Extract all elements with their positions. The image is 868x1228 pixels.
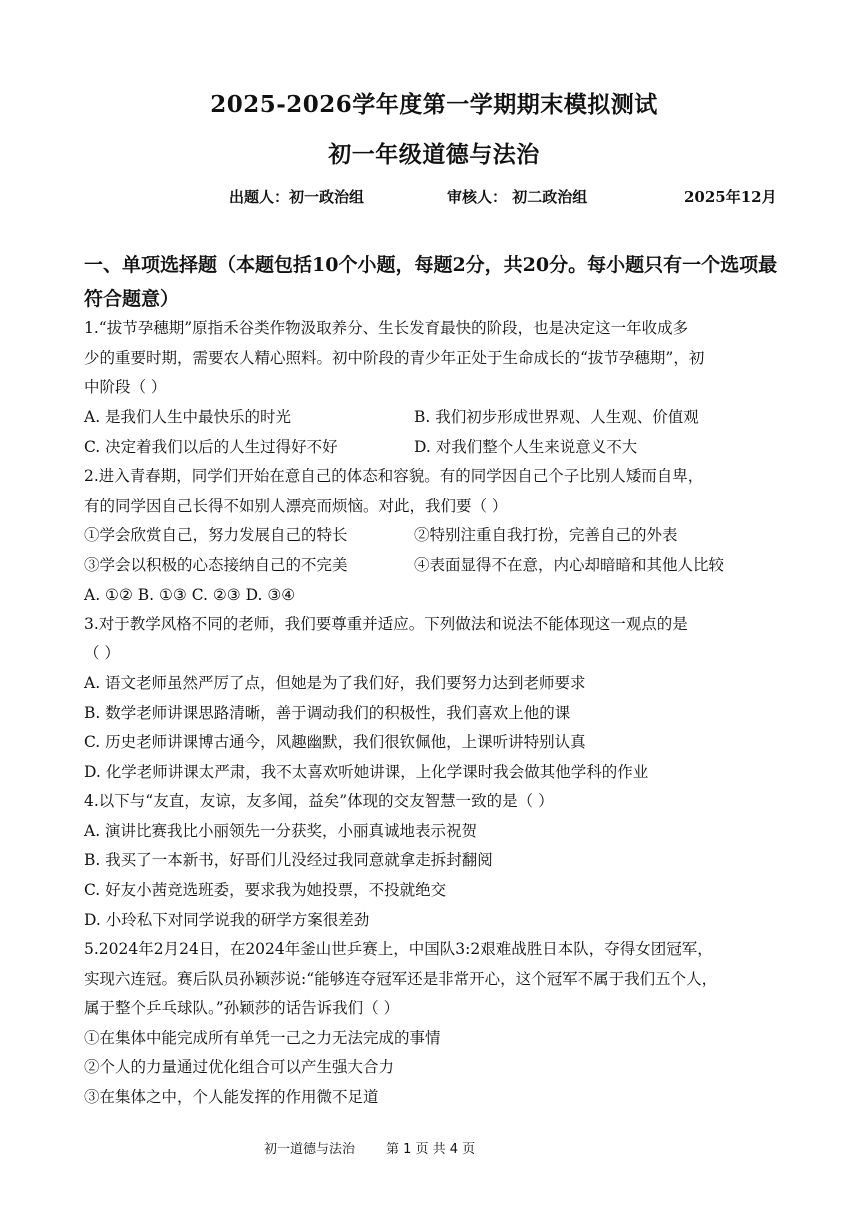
question-5-statement-3: ③在集体之中，个人能发挥的作用微不足道	[84, 1088, 379, 1106]
question-3-option-a: A. 语文老师虽然严厉了点，但她是为了我们好，我们要努力达到老师要求	[84, 674, 586, 692]
question-3-option-b: B. 数学老师讲课思路清晰，善于调动我们的积极性，我们喜欢上他的课	[84, 704, 571, 722]
question-5-statement-2: ②个人的力量通过优化组合可以产生强大合力	[84, 1058, 395, 1076]
question-5-stem-line-2: 实现六连冠。赛后队员孙颖莎说:“能够连夺冠军还是非常开心，这个冠军不属于我们五个人，	[84, 970, 718, 988]
section-heading: 一、单项选择题（本题包括10个小题，每题2分，共20分。每小题只有一个选项最符合题意）	[84, 254, 778, 310]
question-5-statement-1: ①在集体中能完成所有单凭一己之力无法完成的事情	[84, 1029, 441, 1047]
question-1-stem-line-2: 少的重要时期，需要农人精心照料。初中阶段的青少年正处于生命成长的“拔节孕穗期”，初	[84, 349, 705, 367]
question-1-stem-line-1: 1.“拔节孕穗期”原指禾谷类作物汲取养分、生长发育最快的阶段，也是决定这一年收成多	[84, 319, 689, 337]
exam-date: 2025年12月	[684, 188, 777, 206]
question-1-option-d: D. 对我们整个人生来说意义不大	[414, 438, 638, 456]
question-1-stem-line-3: 中阶段（ ）	[84, 378, 167, 396]
question-2-statement-2: ②特别注重自我打扮，完善自己的外表	[414, 526, 678, 544]
footer-page-number: 第 1 页 共 4 页	[386, 1142, 476, 1157]
question-3-option-d: D. 化学老师讲课太严肃，我不太喜欢听她讲课，上化学课时我会做其他学科的作业	[84, 763, 649, 781]
question-3-stem-line-2: （ ）	[84, 644, 120, 662]
question-2-statement-3: ③学会以积极的心态接纳自己的不完美	[84, 556, 348, 574]
question-2-statement-4: ④表面显得不在意，内心却暗暗和其他人比较	[414, 556, 725, 574]
author-label: 出题人：初一政治组	[229, 188, 365, 206]
footer-subject: 初一道德与法治	[264, 1142, 356, 1157]
question-2-stem-line-2: 有的同学因自己长得不如别人漂亮而烦恼。对此，我们要（ ）	[84, 497, 508, 515]
question-4-stem-line-1: 4.以下与“友直，友谅，友多闻，益矣”体现的交友智慧一致的是（ ）	[84, 792, 554, 810]
question-4-option-b: B. 我买了一本新书，好哥们儿没经过我同意就拿走拆封翻阅	[84, 851, 493, 869]
question-2-options: A. ①② B. ①③ C. ②③ D. ③④	[84, 586, 296, 604]
reviewer-label: 审核人： 初二政治组	[447, 188, 588, 206]
question-5-stem-line-3: 属于整个乒乓球队。”孙颖莎的话告诉我们（ ）	[84, 999, 400, 1017]
question-3-option-c: C. 历史老师讲课博古通今，风趣幽默，我们很钦佩他，上课听讲特别认真	[84, 733, 586, 751]
question-2-statement-1: ①学会欣赏自己，努力发展自己的特长	[84, 526, 348, 544]
question-1-option-c: C. 决定着我们以后的人生过得好不好	[84, 438, 338, 456]
question-4-option-d: D. 小玲私下对同学说我的研学方案很差劲	[84, 911, 370, 929]
exam-title: 2025-2026学年度第一学期期末模拟测试	[210, 91, 658, 118]
question-1-option-b: B. 我们初步形成世界观、人生观、价值观	[414, 408, 699, 426]
question-2-stem-line-1: 2.进入青春期，同学们开始在意自己的体态和容貌。有的同学因自己个子比别人矮而自卑，	[84, 467, 704, 485]
exam-subtitle: 初一年级道德与法治	[328, 141, 540, 168]
question-1-option-a: A. 是我们人生中最快乐的时光	[84, 408, 292, 426]
question-3-stem-line-1: 3.对于教学风格不同的老师，我们要尊重并适应。下列做法和说法不能体现这一观点的是	[84, 615, 688, 633]
question-4-option-c: C. 好友小茜竞选班委，要求我为她投票，不投就绝交	[84, 881, 447, 899]
question-5-stem-line-1: 5.2024年2月24日，在2024年釜山世乒赛上，中国队3:2艰难战胜日本队，夺得女团冠军，	[84, 940, 713, 958]
question-4-option-a: A. 演讲比赛我比小丽领先一分获奖，小丽真诚地表示祝贺	[84, 822, 478, 840]
